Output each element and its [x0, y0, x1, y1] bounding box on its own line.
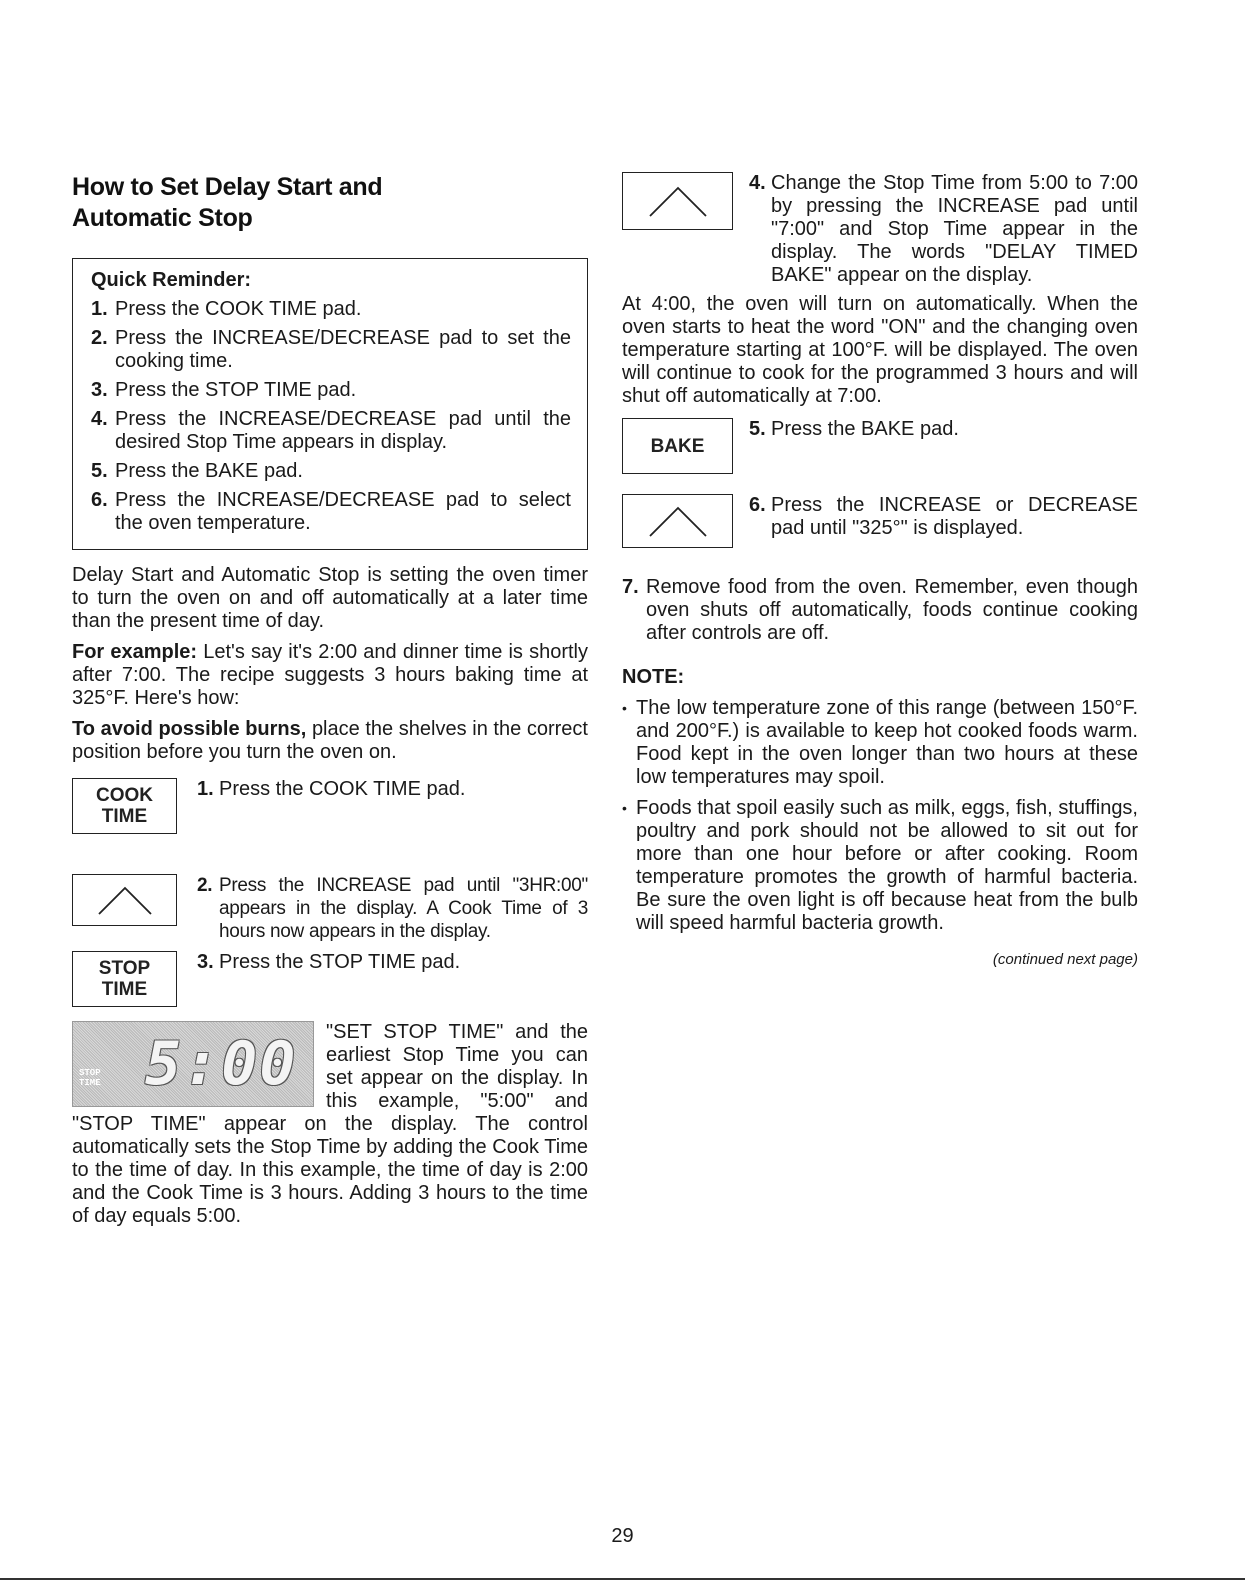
reminder-item: [91, 327, 571, 373]
step-number: 1.: [197, 778, 214, 800]
step-number: 2.: [197, 875, 213, 896]
step-4: [622, 172, 1138, 287]
step-description: Press the INCREASE pad until "3HR:00" appears in the display. A Cook Time of 3 hours now appears in the display.: [219, 875, 588, 942]
reminder-item: [91, 408, 571, 454]
step-6-text: [749, 494, 1138, 540]
bottom-rule: [0, 1578, 1245, 1580]
page-title: [72, 172, 588, 234]
display-example: [72, 1021, 588, 1228]
up-arrow-icon: [95, 882, 155, 918]
up-arrow-icon: [646, 182, 710, 220]
reminder-item: [91, 460, 571, 483]
title-line-1: How to Set Delay Start and: [72, 173, 383, 201]
intro-paragraph: Delay Start and Automatic Stop is setting the oven timer to turn the oven on and off automatically at a later time than the present time of day.: [72, 564, 588, 632]
step-1: [72, 778, 588, 834]
cook-pad-line-1: COOK: [96, 785, 153, 806]
right-column: [622, 172, 1138, 968]
auto-on-paragraph: At 4:00, the oven will turn on automatically. When the oven starts to heat the word "ON" and the changing oven temperature starting at 100°F. will be displayed. The oven will continue to cook for the programmed 3 hours and will shut off automatically at 7:00.: [622, 293, 1138, 407]
bullet-icon: •: [622, 800, 627, 816]
display-stop-time-label: [79, 1068, 101, 1088]
display-label-line-2: TIME: [79, 1078, 101, 1088]
reminder-item: [91, 298, 571, 321]
reminder-item-number: 4.: [91, 408, 108, 430]
reminder-item-text: Press the STOP TIME pad.: [115, 379, 357, 401]
step-number: 6.: [749, 494, 766, 516]
step-5-text: [749, 418, 1138, 441]
step-2: [72, 874, 588, 943]
example-label: For example:: [72, 641, 198, 663]
left-column: [72, 172, 588, 1228]
cook-pad-line-2: TIME: [101, 806, 148, 827]
reminder-item-text: Press the INCREASE/DECREASE pad until the desired Stop Time appears in display.: [115, 408, 571, 453]
burns-text: place the shelves in the correct position before you turn the oven on.: [72, 718, 588, 763]
quick-reminder-heading: Quick Reminder:: [91, 269, 252, 291]
increase-pad: [622, 494, 733, 548]
step-3-text: [197, 951, 588, 974]
display-explanation: "SET STOP TIME" and the earliest Stop Time you can set appear on the display. In this example, "5:00" and "STOP TIME" appear on the display. The control automatically sets the Stop Time by adding the Cook Time to the time of day. In this example, the time of day is 2:00 and the Cook Time is 3 hours. Adding 3 hours to the time of day equals 5:00.: [72, 1021, 588, 1227]
stop-pad-line-1: STOP: [98, 958, 151, 979]
step-2-text: [197, 874, 588, 943]
note-item: [622, 697, 1138, 789]
note-heading: NOTE:: [622, 666, 685, 688]
step-description: Change the Stop Time from 5:00 to 7:00 by pressing the INCREASE pad until "7:00" and Stop Time appear in the display. The words "DELAY TIMED BAKE" appear on the display.: [771, 172, 1138, 286]
up-arrow-icon: [646, 502, 710, 540]
step-number: 5.: [749, 418, 766, 440]
reminder-item: [91, 489, 571, 535]
step-5: [622, 418, 1138, 474]
stop-time-pad: [72, 951, 177, 1007]
bake-pad-label: BAKE: [650, 435, 705, 457]
display-digits: 5:00: [145, 1029, 298, 1099]
step-6: [622, 494, 1138, 548]
step-number: 3.: [197, 951, 214, 973]
display-label-line-1: STOP: [79, 1068, 101, 1078]
increase-pad: [622, 172, 733, 230]
page-number: 29: [611, 1525, 634, 1547]
stop-pad-line-2: TIME: [101, 979, 148, 1000]
step-description: Press the BAKE pad.: [771, 418, 959, 440]
reminder-item-number: 1.: [91, 298, 108, 320]
step-7: [622, 576, 1138, 645]
title-line-2: Automatic Stop: [72, 204, 253, 232]
reminder-item-text: Press the BAKE pad.: [115, 460, 303, 482]
step-1-text: [197, 778, 588, 801]
step-number: 4.: [749, 172, 766, 194]
bake-pad: [622, 418, 733, 474]
step-description: Press the STOP TIME pad.: [219, 951, 461, 973]
step-description: Press the COOK TIME pad.: [219, 778, 466, 800]
oven-display: [72, 1021, 314, 1107]
reminder-item-number: 5.: [91, 460, 108, 482]
step-number: 7.: [622, 576, 639, 598]
step-4-text: [749, 172, 1138, 287]
example-text: Let's say it's 2:00 and dinner time is shortly after 7:00. The recipe suggests 3 hours baking time at 325°F. Here's how:: [72, 641, 588, 709]
continued-note: (continued next page): [992, 951, 1138, 968]
quick-reminder-box: [72, 258, 588, 550]
bullet-icon: •: [622, 700, 627, 716]
step-description: Remove food from the oven. Remember, even though oven shuts off automatically, foods continue cooking after controls are off.: [646, 576, 1138, 644]
burns-paragraph: [72, 718, 588, 764]
reminder-item-number: 6.: [91, 489, 108, 511]
example-paragraph: [72, 641, 588, 710]
reminder-item: [91, 379, 571, 402]
reminder-item-number: 2.: [91, 327, 108, 349]
reminder-item-text: Press the INCREASE/DECREASE pad to select the oven temperature.: [115, 489, 571, 534]
burns-label: To avoid possible burns,: [72, 718, 307, 740]
reminder-item-number: 3.: [91, 379, 108, 401]
reminder-item-text: Press the COOK TIME pad.: [115, 298, 362, 320]
step-description: Press the INCREASE or DECREASE pad until "325°" is displayed.: [771, 494, 1138, 539]
note-text: Foods that spoil easily such as milk, eggs, fish, stuffings, poultry and pork should not be allowed to sit out for more than one hour before or after cooking. Room temperature promotes the growth of harmful bacteria. Be sure the oven light is off because heat from the bulb will speed harmful bacteria growth.: [636, 797, 1138, 934]
step-3: [72, 951, 588, 1007]
increase-pad: [72, 874, 177, 926]
note-item: [622, 797, 1138, 935]
note-text: The low temperature zone of this range (between 150°F. and 200°F.) is available to keep hot cooked foods warm. Food kept in the oven longer than two hours at these low temperatures may spoil.: [636, 697, 1138, 788]
reminder-item-text: Press the INCREASE/DECREASE pad to set the cooking time.: [115, 327, 571, 372]
cook-time-pad: [72, 778, 177, 834]
